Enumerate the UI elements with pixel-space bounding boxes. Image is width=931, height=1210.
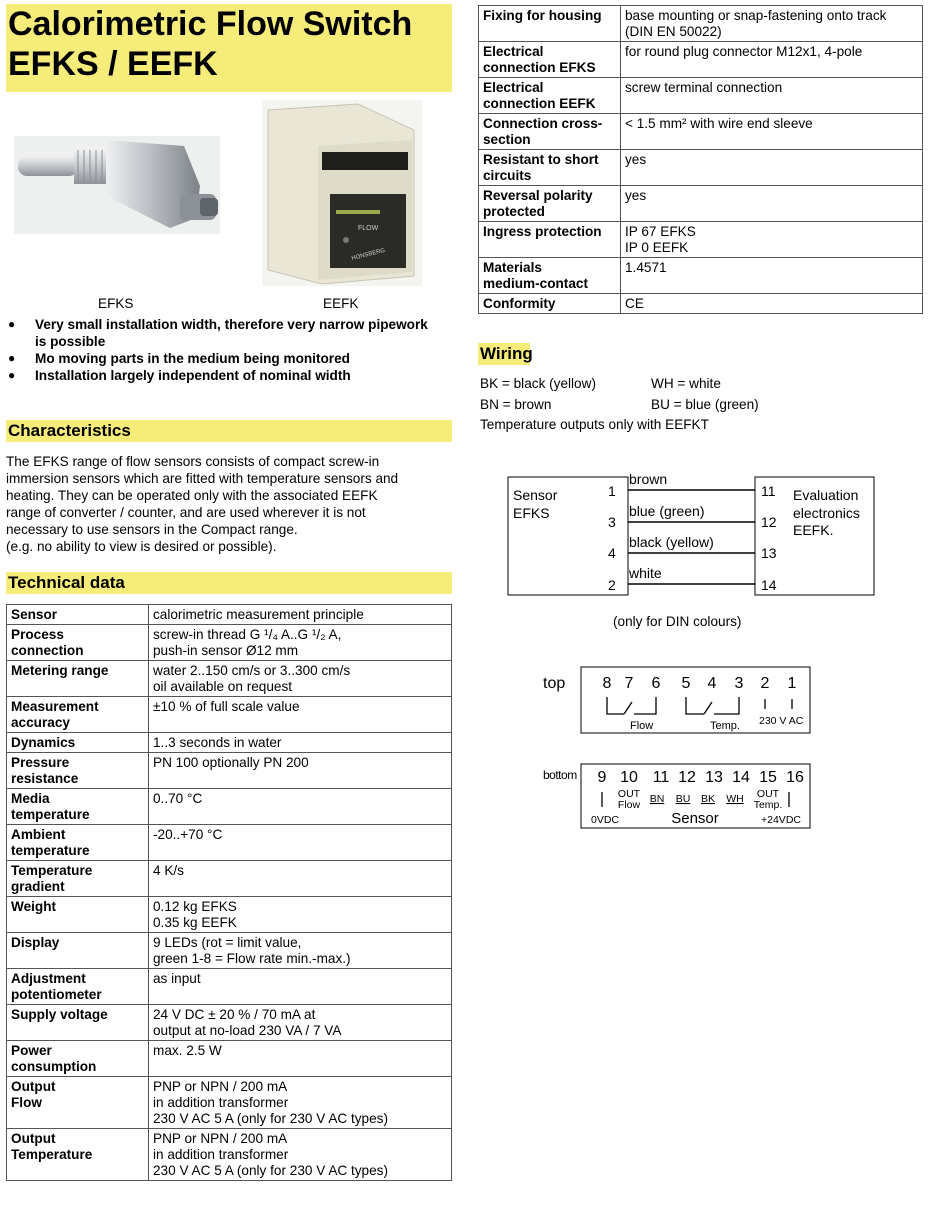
spec-value: IP 67 EFKS IP 0 EEFK [621, 222, 923, 258]
spec-value: calorimetric measurement principle [149, 605, 452, 625]
spec-label: Electrical connection EFKS [479, 42, 621, 78]
bottom-terminal-block [580, 763, 812, 831]
out-flow-label: Flow [617, 799, 641, 811]
terminal-number: 4 [707, 675, 717, 692]
spec-value: < 1.5 mm² with wire end sleeve [621, 114, 923, 150]
terminal-number: 14 [732, 769, 750, 786]
spec-label: Fixing for housing [479, 6, 621, 42]
spec-value: water 2..150 cm/s or 3..300 cm/s oil available on request [149, 661, 452, 697]
characteristics-heading: Characteristics [6, 420, 452, 442]
terminal-number: 5 [681, 675, 691, 692]
technical-row [7, 825, 452, 861]
top-connector-label: top [543, 675, 566, 692]
wire-code: BN [649, 793, 665, 805]
spec-label: Sensor [7, 605, 149, 625]
feature-item: ● Installation largely independent of nominal width [8, 367, 428, 384]
efks-sensor-image [14, 128, 220, 240]
spec-value: screw terminal connection [621, 78, 923, 114]
spec-value: 1..3 seconds in water [149, 733, 452, 753]
evaluation-label: electronics [793, 505, 860, 521]
spec-label: Resistant to short circuits [479, 150, 621, 186]
spec-label: Display [7, 933, 149, 969]
evaluation-pin: 11 [761, 483, 776, 499]
eefk-caption: EEFK [323, 296, 359, 311]
technical-table [6, 604, 452, 1181]
spec-value: PNP or NPN / 200 mA in addition transformer 230 V AC 5 A (only for 230 V AC types) [149, 1129, 452, 1181]
wire-code: BK [700, 793, 716, 805]
flow-contact-label: Flow [630, 720, 654, 732]
housing-row [479, 6, 923, 42]
wire-label: black (yellow) [629, 534, 714, 550]
top-terminal-block [580, 666, 812, 736]
terminal-number: 15 [759, 769, 777, 786]
sensor-group-label: Sensor [671, 810, 719, 827]
technical-row [7, 933, 452, 969]
spec-label: Power consumption [7, 1041, 149, 1077]
technical-row [7, 625, 452, 661]
eefk-housing-image [262, 100, 422, 286]
technical-heading: Technical data [6, 572, 452, 594]
technical-row [7, 1077, 452, 1129]
wire-code: BU [675, 793, 691, 805]
spec-value: 4 K/s [149, 861, 452, 897]
spec-label: Temperature gradient [7, 861, 149, 897]
characteristics-text: The EFKS range of flow sensors consists of compact screw-in immersion sensors which are fitted with temperature sensors and heating. They can be operated only with the associated EEFK range of converter / counter, and are used wherever it is not necessary to use sensors in the Compact range. (e.g. no ability to view is desired or possible). [6, 454, 399, 554]
wiring-note: Temperature outputs only with EEFKT [480, 417, 709, 432]
sensor-pin: 1 [608, 483, 616, 499]
spec-value: for round plug connector M12x1, 4-pole [621, 42, 923, 78]
out-temp-label: OUT [756, 788, 780, 800]
sensor-label: Sensor [513, 487, 558, 503]
housing-table [478, 5, 923, 314]
legend-bu: BU = blue (green) [651, 397, 759, 412]
housing-row [479, 186, 923, 222]
terminal-number: 12 [678, 769, 696, 786]
spec-label: Adjustment potentiometer [7, 969, 149, 1005]
spec-label: Ingress protection [479, 222, 621, 258]
zero-vdc-label: 0VDC [590, 814, 620, 826]
spec-value: as input [149, 969, 452, 1005]
supply-label: 230 V AC [759, 715, 804, 727]
legend-wh: WH = white [651, 376, 721, 391]
evaluation-label: EEFK. [793, 522, 834, 538]
spec-value: -20..+70 °C [149, 825, 452, 861]
legend-bk: BK = black (yellow) [480, 376, 596, 391]
spec-value: 24 V DC ± 20 % / 70 mA at output at no-load 230 VA / 7 VA [149, 1005, 452, 1041]
spec-value: max. 2.5 W [149, 1041, 452, 1077]
bottom-connector-label: bottom [543, 768, 577, 782]
housing-row [479, 42, 923, 78]
housing-row [479, 294, 923, 314]
terminal-number: 8 [602, 675, 612, 692]
spec-label: Reversal polarity protected [479, 186, 621, 222]
temp-contact-label: Temp. [710, 720, 740, 732]
evaluation-pin: 13 [761, 545, 777, 561]
spec-value: yes [621, 186, 923, 222]
technical-row [7, 733, 452, 753]
housing-row [479, 114, 923, 150]
spec-value: PNP or NPN / 200 mA in addition transformer 230 V AC 5 A (only for 230 V AC types) [149, 1077, 452, 1129]
technical-row [7, 789, 452, 825]
technical-row [7, 661, 452, 697]
spec-label: Pressure resistance [7, 753, 149, 789]
spec-label: Electrical connection EEFK [479, 78, 621, 114]
din-footnote: (only for DIN colours) [613, 614, 742, 629]
eefk-label-brand: HONSBERG [351, 247, 386, 262]
spec-value: 0..70 °C [149, 789, 452, 825]
spec-label: Ambient temperature [7, 825, 149, 861]
technical-row [7, 697, 452, 733]
terminal-number: 11 [652, 769, 670, 786]
page-title: Calorimetric Flow Switch [8, 5, 413, 43]
technical-row [7, 1129, 452, 1181]
out-flow-label: OUT [617, 788, 641, 800]
spec-value: ±10 % of full scale value [149, 697, 452, 733]
efks-caption: EFKS [98, 296, 134, 311]
plus-vdc-label: +24VDC [761, 814, 801, 826]
spec-value: CE [621, 294, 923, 314]
page-subtitle: EFKS / EEFK [8, 45, 218, 83]
spec-value: PN 100 optionally PN 200 [149, 753, 452, 789]
spec-label: Weight [7, 897, 149, 933]
spec-label: Dynamics [7, 733, 149, 753]
evaluation-pin: 14 [761, 577, 777, 593]
evaluation-pin: 12 [761, 514, 777, 530]
spec-label: Measurement accuracy [7, 697, 149, 733]
terminal-number: 7 [624, 675, 634, 692]
spec-value: base mounting or snap-fastening onto track (DIN EN 50022) [621, 6, 923, 42]
terminal-number: 6 [651, 675, 661, 692]
feature-list [8, 316, 428, 384]
wire-label: blue (green) [629, 503, 705, 519]
spec-label: Media temperature [7, 789, 149, 825]
technical-row [7, 1041, 452, 1077]
spec-label: Materials medium-contact [479, 258, 621, 294]
terminal-number: 16 [786, 769, 804, 786]
housing-row [479, 222, 923, 258]
title-block [6, 4, 452, 92]
legend-bn: BN = brown [480, 397, 552, 412]
spec-label: Supply voltage [7, 1005, 149, 1041]
technical-row [7, 969, 452, 1005]
housing-row [479, 78, 923, 114]
sensor-label: EFKS [513, 505, 550, 521]
spec-label: Metering range [7, 661, 149, 697]
spec-label: Process connection [7, 625, 149, 661]
spec-value: yes [621, 150, 923, 186]
wiring-diagram [505, 466, 877, 602]
spec-label: Connection cross- section [479, 114, 621, 150]
feature-item: ● Very small installation width, therefore very narrow pipework is possible [8, 316, 428, 350]
wire-label: white [629, 565, 662, 581]
housing-row [479, 150, 923, 186]
eefk-label-flow: FLOW [358, 225, 379, 232]
technical-row [7, 861, 452, 897]
sensor-pin: 2 [608, 577, 616, 593]
sensor-pin: 4 [608, 545, 616, 561]
evaluation-label: Evaluation [793, 487, 859, 503]
technical-row [7, 1005, 452, 1041]
housing-row [479, 258, 923, 294]
technical-row [7, 897, 452, 933]
terminal-number: 9 [597, 769, 607, 786]
spec-label: Conformity [479, 294, 621, 314]
feature-item: ● Mo moving parts in the medium being monitored [8, 350, 428, 367]
terminal-number: 10 [620, 769, 638, 786]
spec-value: 9 LEDs (rot = limit value, green 1-8 = Flow rate min.-max.) [149, 933, 452, 969]
wire-label: brown [629, 471, 668, 487]
spec-value: screw-in thread G ¹/₄ A..G ¹/₂ A, push-in sensor Ø12 mm [149, 625, 452, 661]
wire-code: WH [726, 793, 744, 805]
spec-label: Output Flow [7, 1077, 149, 1129]
spec-label: Output Temperature [7, 1129, 149, 1181]
terminal-number: 3 [734, 675, 744, 692]
wiring-heading: Wiring [480, 344, 533, 363]
terminal-number: 13 [705, 769, 723, 786]
technical-row [7, 753, 452, 789]
spec-value: 1.4571 [621, 258, 923, 294]
out-temp-label: Temp. [753, 799, 783, 811]
terminal-number: 2 [760, 675, 770, 692]
terminal-number: 1 [787, 675, 797, 692]
spec-value: 0.12 kg EFKS 0.35 kg EEFK [149, 897, 452, 933]
sensor-pin: 3 [608, 514, 616, 530]
technical-row [7, 605, 452, 625]
